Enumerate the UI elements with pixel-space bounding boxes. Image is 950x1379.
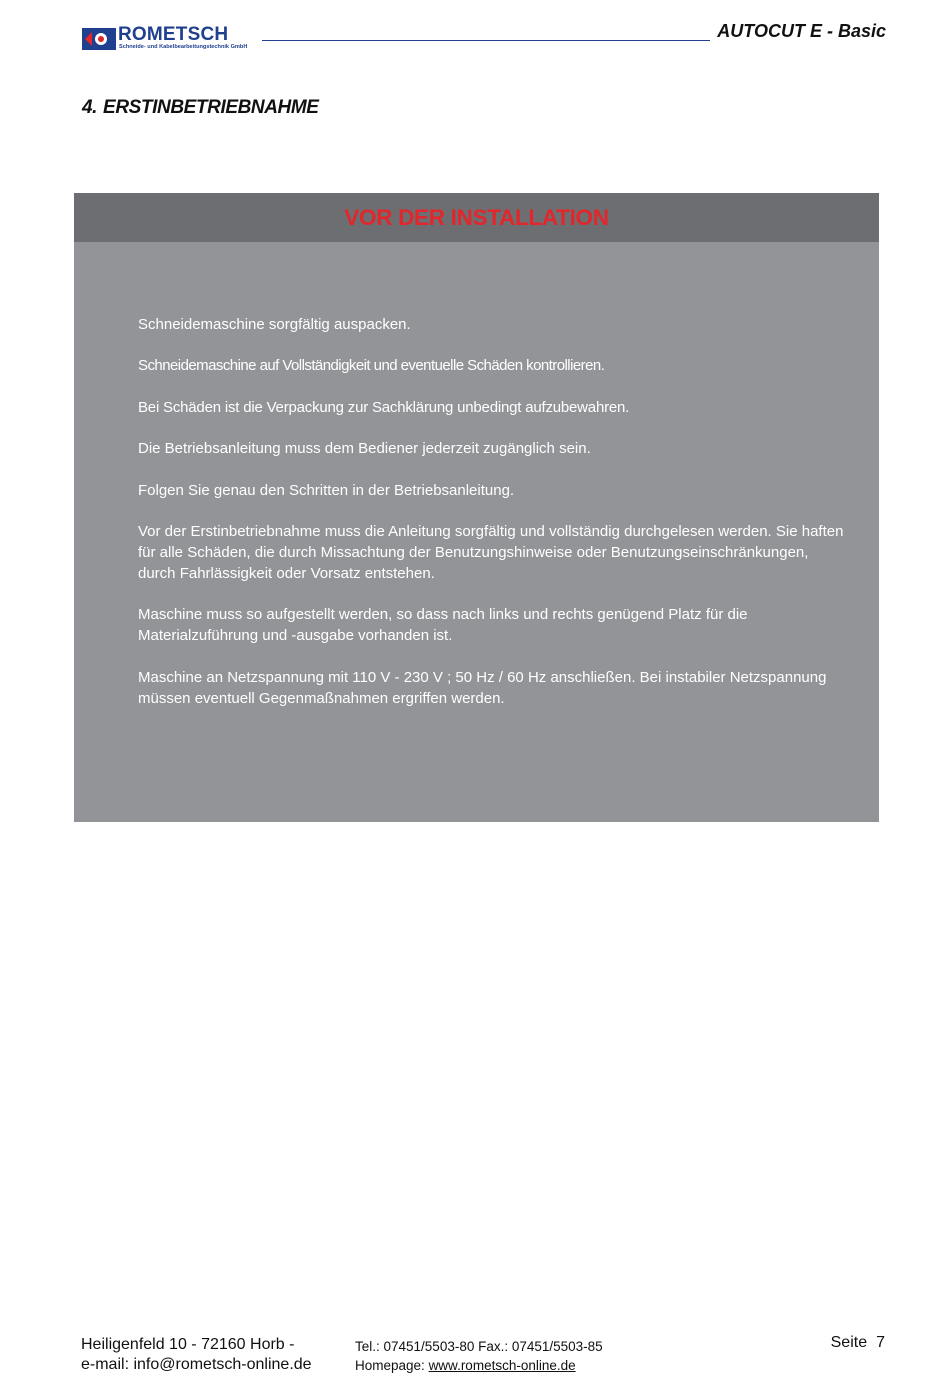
page-number — [831, 1334, 885, 1352]
page-number-value: 7 — [876, 1334, 885, 1351]
logo-tagline: Schneide- und Kabelbearbeitungstechnik GmbH — [119, 44, 248, 50]
footer-address — [81, 1335, 312, 1375]
homepage-link[interactable]: www.rometsch-online.de — [428, 1358, 576, 1373]
footer-email: e-mail: info@rometsch-online.de — [81, 1356, 312, 1373]
homepage-label: Homepage: — [355, 1358, 425, 1373]
section-heading — [82, 97, 319, 119]
instruction-paragraph: Folgen Sie genau den Schritten in der Betriebsanleitung. — [138, 481, 515, 499]
page-label: Seite — [830, 1334, 868, 1351]
instruction-paragraph: Schneidemaschine auf Vollständigkeit und eventuelle Schäden kontrollieren. — [138, 357, 605, 375]
footer-street: Heiligenfeld 10 - 72160 Horb - — [81, 1336, 295, 1353]
section-number: 4. — [82, 97, 98, 118]
footer-homepage — [355, 1356, 603, 1375]
instruction-paragraph: Maschine muss so aufgestellt werden, so dass nach links und rechts genügend Platz für die Materialzuführung und -ausgabe vorhanden ist. — [138, 606, 748, 645]
instruction-paragraph: Schneidemaschine sorgfältig auspacken. — [138, 316, 411, 333]
header-divider — [262, 40, 710, 41]
footer-contact — [355, 1337, 603, 1375]
panel-body — [138, 314, 848, 729]
footer-phone-fax: Tel.: 07451/5503-80 Fax.: 07451/5503-85 — [355, 1339, 603, 1354]
instruction-paragraph: Maschine an Netzspannung mit 110 V - 230 V ; 50 Hz / 60 Hz anschließen. Bei instabiler Netzspannung müssen eventuell Gegenmaßnahmen ergriffen werden. — [138, 668, 827, 707]
section-title: ERSTINBETRIEBNAHME — [103, 97, 319, 118]
document-title: AUTOCUT E - Basic — [717, 21, 886, 41]
installation-panel — [74, 193, 879, 822]
company-logo — [82, 24, 248, 52]
instruction-paragraph: Bei Schäden ist die Verpackung zur Sachklärung unbedingt aufzubewahren. — [138, 398, 630, 416]
logo-name: ROMETSCH — [118, 24, 229, 45]
panel-title: VOR DER INSTALLATION — [344, 204, 609, 230]
instruction-paragraph: Vor der Erstinbetriebnahme muss die Anleitung sorgfältig und vollständig durchgelesen werden. Sie haften für alle Schäden, die durch Missachtung der Benutzungshinweise oder Benutzungseinschränkungen, durch Fahrlässigkeit oder Vorsatz entstehen. — [138, 522, 844, 582]
rometsch-logo-icon — [82, 28, 116, 50]
panel-header — [74, 193, 879, 242]
instruction-paragraph: Die Betriebsanleitung muss dem Bediener jederzeit zugänglich sein. — [138, 440, 591, 458]
